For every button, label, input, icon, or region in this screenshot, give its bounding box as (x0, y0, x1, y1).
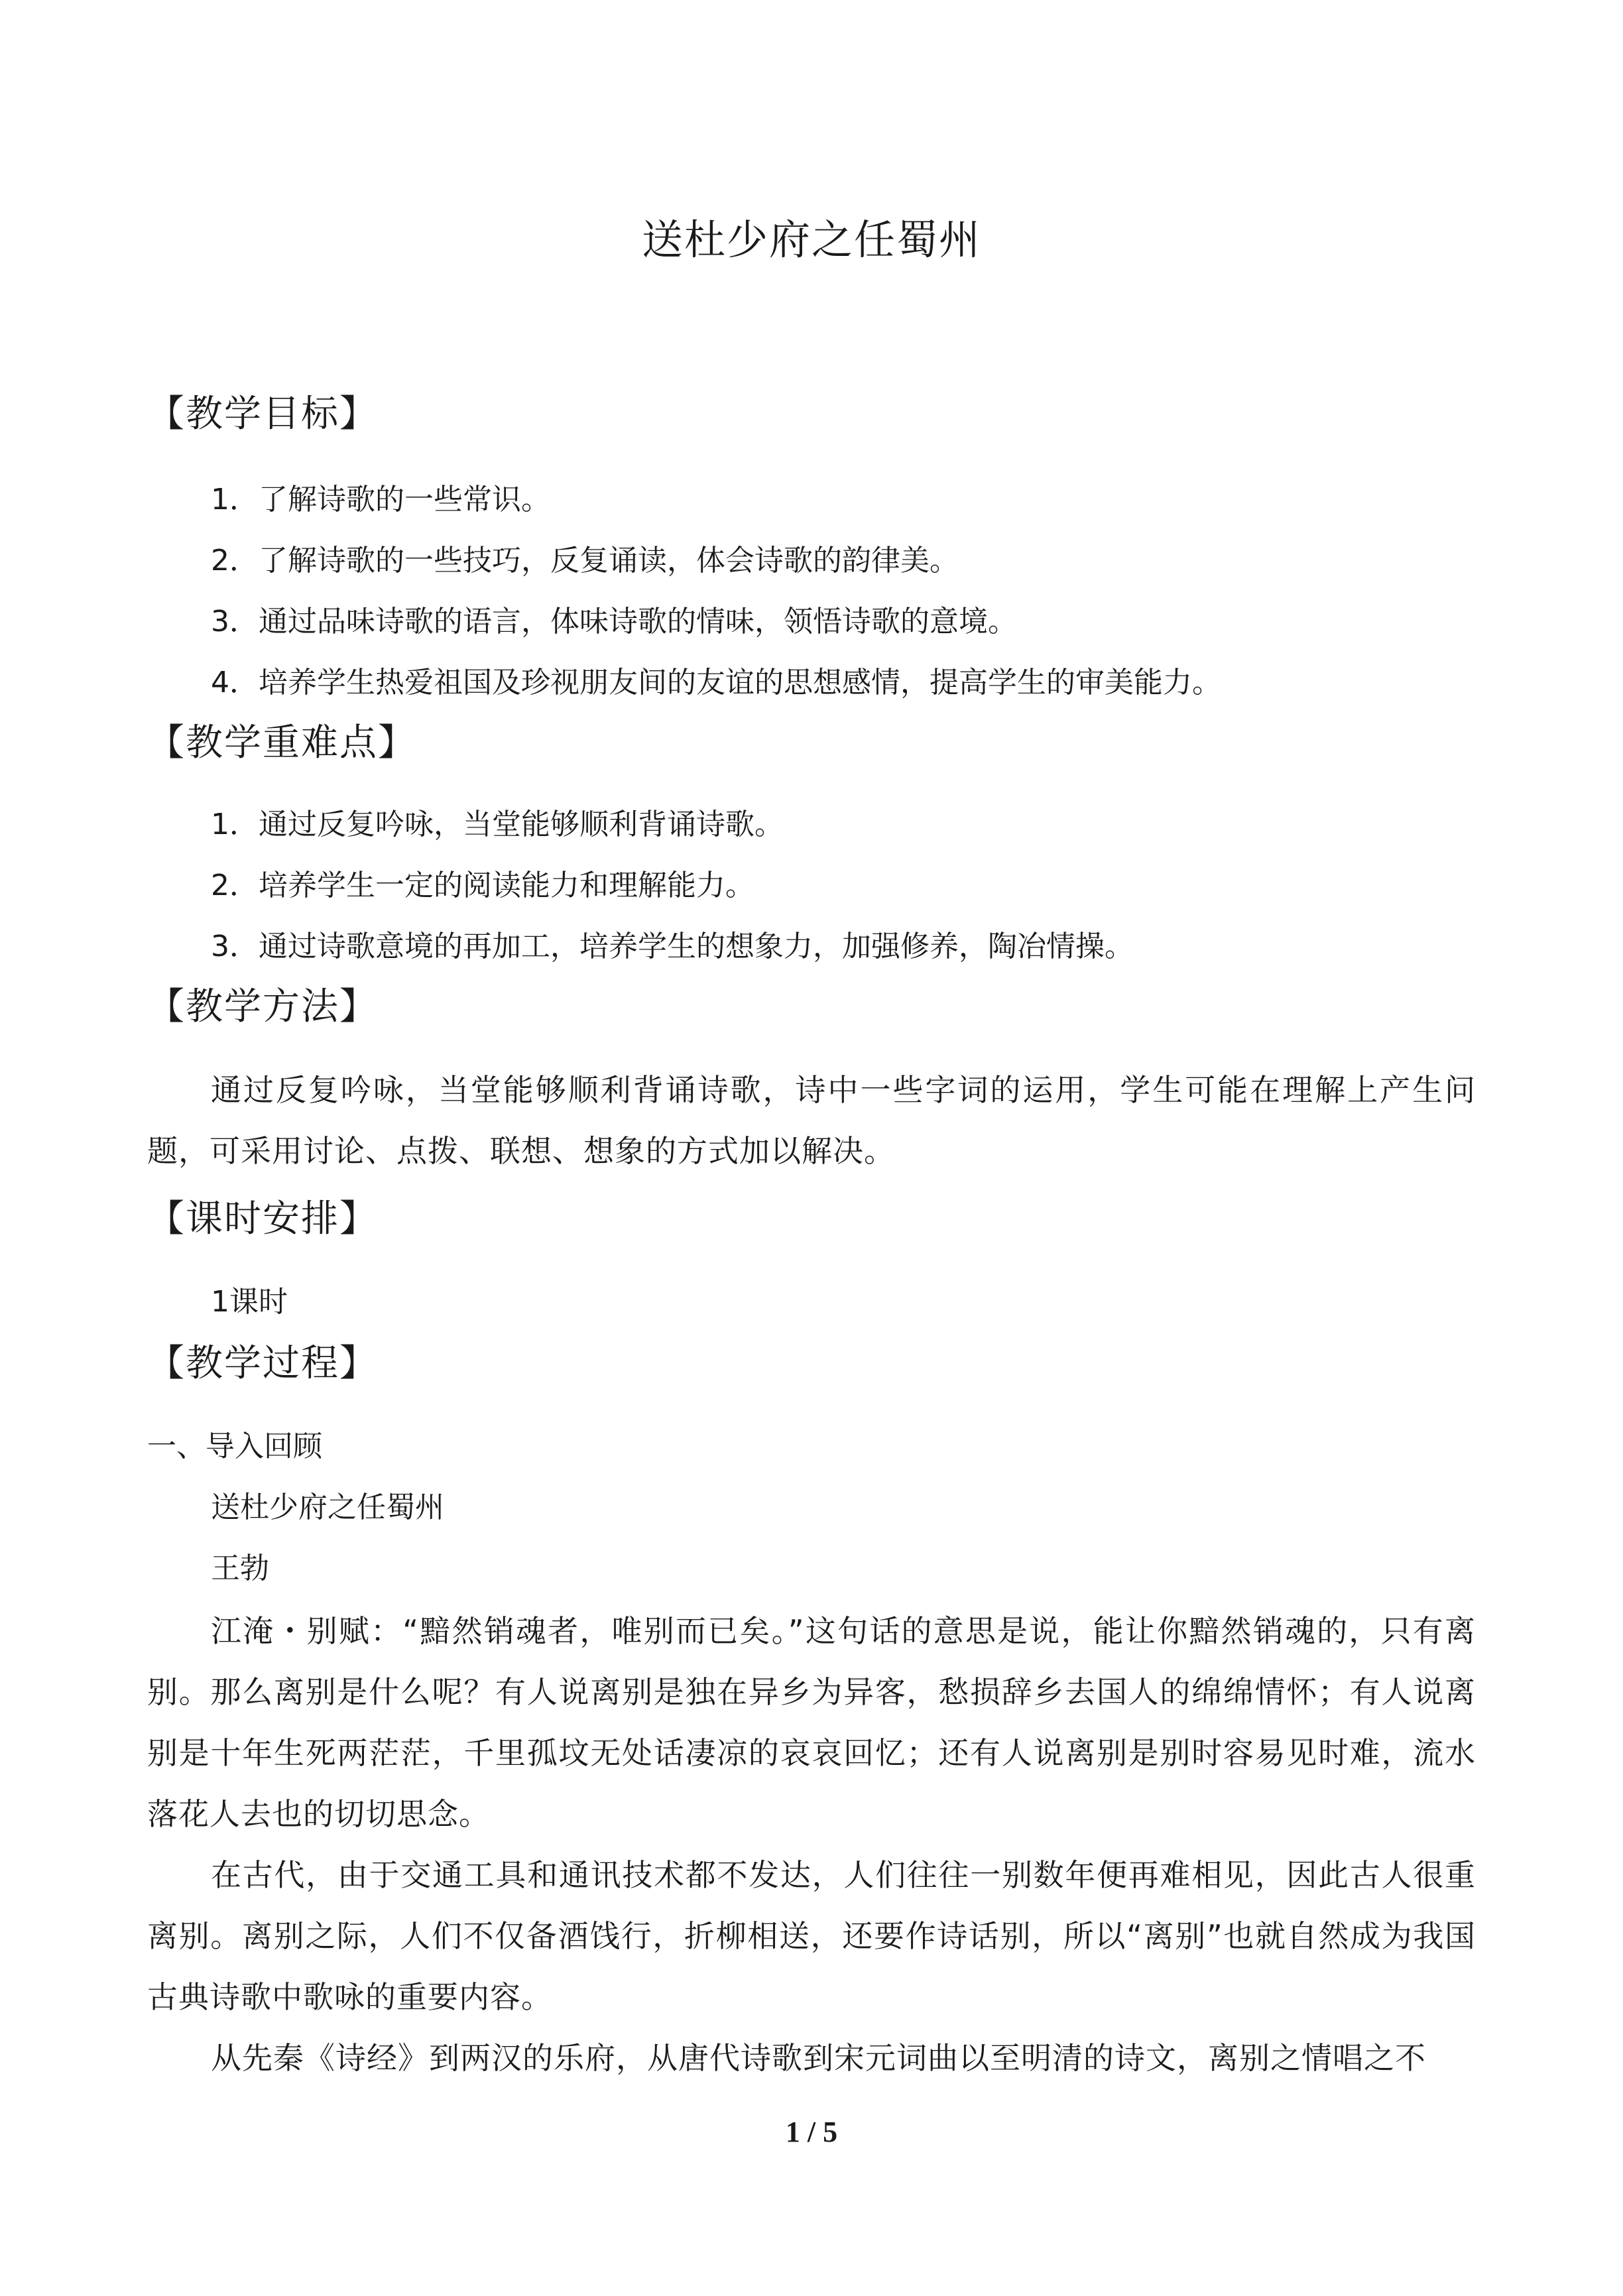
heading-key-points: 【教学重难点】 (147, 721, 416, 764)
objective-item-1: 1．了解诗歌的一些常识。 (211, 483, 550, 516)
poem-title: 送杜少府之任蜀州 (211, 1490, 444, 1524)
objective-item-3: 3．通过品味诗歌的语言，体味诗歌的情味，领悟诗歌的意境。 (211, 605, 1017, 638)
heading-schedule: 【课时安排】 (147, 1197, 378, 1240)
document-title: 送杜少府之任蜀州 (641, 215, 981, 264)
heading-objectives: 【教学目标】 (147, 393, 378, 436)
methods-paragraph: 通过反复吟咏，当堂能够顺利背诵诗歌，诗中一些字词的运用，学生可能在理解上产生问题，可采用讨论、点拨、联想、想象的方式加以解决。 (147, 1072, 1476, 1169)
process-step-1: 一、导入回顾 (147, 1429, 322, 1463)
page-number: 1 / 5 (785, 2116, 838, 2148)
poem-author: 王勃 (211, 1551, 269, 1585)
process-paragraph-1: 江淹・别赋：“黯然销魂者，唯别而已矣。”这句话的意思是说，能让你黯然销魂的，只有离别。那么离别是什么呢？有人说离别是独在异乡为异客，愁损辞乡去国人的绵绵情怀；有人说离别是十年生死两茫茫，千里孤坟无处话凄凉的哀哀回忆；还有人说离别是别时容易见时难，流水落花人去也的切切思念。 (147, 1613, 1476, 1832)
schedule-text: 1课时 (211, 1285, 288, 1319)
key-point-item-1: 1．通过反复吟咏，当堂能够顺利背诵诗歌。 (211, 808, 784, 841)
key-point-item-3: 3．通过诗歌意境的再加工，培养学生的想象力，加强修养，陶冶情操。 (211, 930, 1134, 963)
process-paragraph-3: 从先秦《诗经》到两汉的乐府，从唐代诗歌到宋元词曲以至明清的诗文，离别之情唱之不 (211, 2040, 1426, 2076)
heading-process: 【教学过程】 (147, 1342, 378, 1385)
key-point-item-2: 2．培养学生一定的阅读能力和理解能力。 (211, 869, 754, 902)
heading-methods: 【教学方法】 (147, 985, 378, 1028)
objective-item-4: 4．培养学生热爱祖国及珍视朋友间的友谊的思想感情，提高学生的审美能力。 (211, 666, 1221, 699)
process-paragraph-2: 在古代，由于交通工具和通讯技术都不发达，人们往往一别数年便再难相见，因此古人很重离别。离别之际，人们不仅备酒饯行，折柳相送，还要作诗话别，所以“离别”也就自然成为我国古典诗歌中歌咏的重要内容。 (147, 1857, 1476, 2015)
objective-item-2: 2．了解诗歌的一些技巧，反复诵读，体会诗歌的韵律美。 (211, 544, 959, 577)
